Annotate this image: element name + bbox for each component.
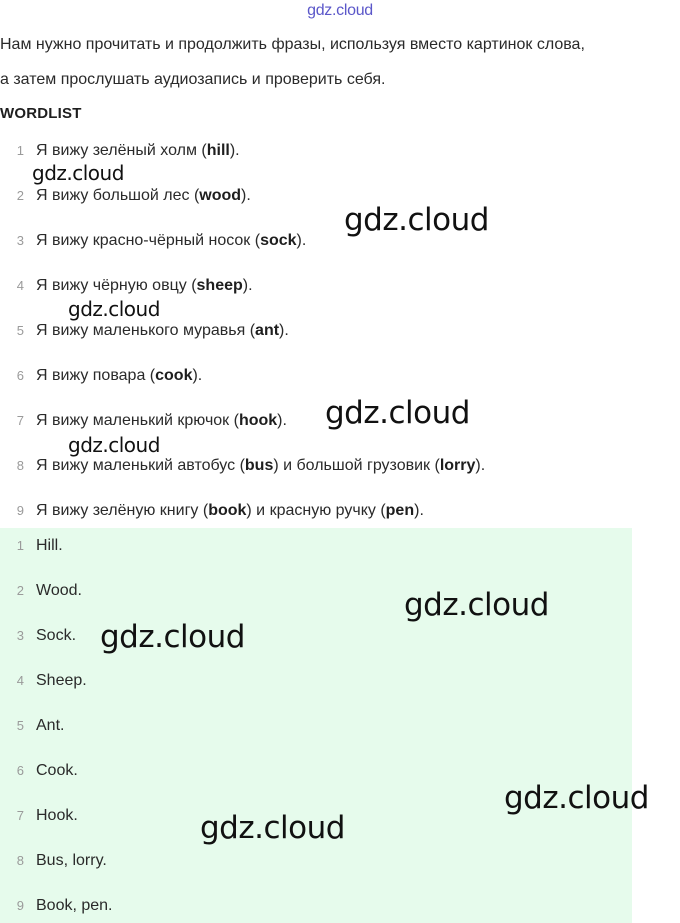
answer-word: hook: [238, 412, 278, 429]
top-watermark: gdz.cloud: [307, 2, 373, 19]
sentence-number: 3: [16, 233, 24, 248]
sentence-number: 6: [16, 368, 24, 383]
sentence-text: Я вижу зелёную книгу (book) и красную ручку (pen).: [36, 502, 424, 519]
answer-number: 2: [16, 583, 24, 598]
watermark: gdz.cloud: [404, 587, 549, 623]
answer-word: book: [208, 502, 247, 519]
answer-text: Wood.: [36, 582, 82, 599]
answer-text: Ant.: [36, 717, 65, 734]
answer-word: pen: [385, 502, 415, 519]
watermark: gdz.cloud: [344, 202, 489, 238]
answer-text: Sheep.: [36, 672, 87, 689]
sentence-text: Я вижу большой лес (wood).: [36, 187, 251, 204]
sentence-text: Я вижу маленький автобус (bus) и большой грузовик (lorry).: [36, 457, 486, 474]
answer-number: 7: [16, 808, 24, 823]
answer-word: lorry: [439, 457, 476, 474]
intro-line-2: а затем прослушать аудиозапись и проверить себя.: [0, 71, 386, 88]
sentence-number: 7: [16, 413, 24, 428]
sentence-number: 1: [16, 143, 24, 158]
answer-word: sock: [260, 232, 297, 249]
sentence-text: Я вижу повара (cook).: [36, 367, 203, 384]
answer-text: Hook.: [36, 807, 78, 824]
answer-text: Book, pen.: [36, 897, 113, 914]
answer-number: 3: [16, 628, 24, 643]
sentence-text: Я вижу красно-чёрный носок (sock).: [36, 232, 307, 249]
answer-number: 4: [16, 673, 24, 688]
sentence-text: Я вижу зелёный холм (hill).: [36, 142, 240, 159]
sentence-text: Я вижу чёрную овцу (sheep).: [36, 277, 253, 294]
watermark: gdz.cloud: [325, 395, 470, 431]
answer-word: bus: [244, 457, 274, 474]
watermark: gdz.cloud: [504, 780, 649, 816]
answer-number: 6: [16, 763, 24, 778]
answer-text: Cook.: [36, 762, 78, 779]
answer-word: cook: [155, 367, 193, 384]
answer-number: 5: [16, 718, 24, 733]
sentence-number: 4: [16, 278, 24, 293]
sentence-number: 9: [16, 503, 24, 518]
answer-word: sheep: [196, 277, 243, 294]
watermark: gdz.cloud: [32, 161, 124, 185]
answer-number: 9: [16, 898, 24, 913]
sentence-number: 8: [16, 458, 24, 473]
answer-text: Hill.: [36, 537, 63, 554]
sentence-text: Я вижу маленького муравья (ant).: [36, 322, 289, 339]
wordlist-heading: WORDLIST: [0, 105, 82, 122]
watermark: gdz.cloud: [200, 810, 345, 846]
answer-word: ant: [255, 322, 280, 339]
answer-text: Bus, lorry.: [36, 852, 107, 869]
watermark: gdz.cloud: [100, 619, 245, 655]
answer-number: 8: [16, 853, 24, 868]
sentence-text: Я вижу маленький крючок (hook).: [36, 412, 287, 429]
watermark: gdz.cloud: [68, 297, 160, 321]
sentence-number: 2: [16, 188, 24, 203]
watermark: gdz.cloud: [68, 433, 160, 457]
answer-word: hill: [206, 142, 230, 159]
answer-word: wood: [199, 187, 242, 204]
answer-text: Sock.: [36, 627, 77, 644]
sentence-number: 5: [16, 323, 24, 338]
intro-line-1: Нам нужно прочитать и продолжить фразы, используя вместо картинок слова,: [0, 36, 585, 53]
answer-number: 1: [16, 538, 24, 553]
